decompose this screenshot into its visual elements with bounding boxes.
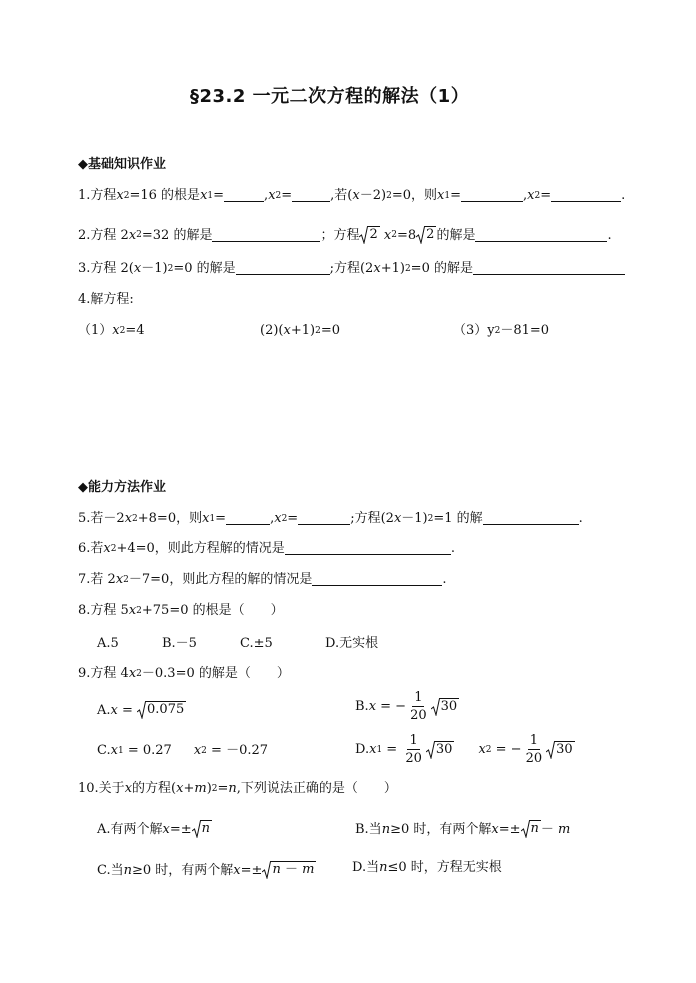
q8-option-b[interactable]: B.－5 [162, 636, 197, 651]
q9-option-a[interactable]: A. x = 0.075 [97, 702, 185, 718]
q10-option-a[interactable]: A.有两个解 x =± n [97, 821, 211, 837]
q10-option-d[interactable]: D.当 n ≤0 时，方程无实根 [352, 860, 502, 875]
answer-blank[interactable] [236, 262, 330, 275]
answer-blank[interactable] [212, 229, 320, 242]
section-heading-basic: ◆基础知识作业 [78, 157, 166, 172]
answer-blank[interactable] [285, 542, 451, 555]
answer-blank[interactable] [483, 512, 579, 525]
question-6: 6.若 x 2 +4=0，则此方程解的情况是 . [78, 541, 455, 556]
q10-option-b[interactable]: B.当 n ≥0 时，有两个解 x =± n － m [355, 821, 571, 837]
question-8-stem: 8.方程 5 x 2 +75=0 的根是（ ） [78, 603, 284, 618]
q8-option-c[interactable]: C.±5 [240, 636, 273, 651]
answer-blank[interactable] [475, 229, 607, 242]
q9-option-d[interactable]: D. x 1 = $\frac{1}{20}$ 30 x 2 = − $\frac{1}{20}$ 30 [355, 733, 573, 766]
question-7: 7.若 2 x 2 －7=0，则此方程的解的情况是 . [78, 572, 447, 587]
q10-option-c[interactable]: C.当 n ≥0 时，有两个解 x =± n － m [97, 862, 315, 878]
answer-blank[interactable] [461, 189, 523, 202]
q8-option-a[interactable]: A.5 [97, 636, 119, 651]
q8-option-d[interactable]: D.无实根 [325, 636, 379, 651]
answer-blank[interactable] [226, 512, 270, 525]
question-3: 3.方程 2( x －1) 2 =0 的解是 ;方程(2 x +1) 2 =0 的解是 [78, 262, 625, 275]
question-4-part-2: (2)( x +1) 2 =0 [260, 323, 340, 338]
question-4-stem: 4.解方程: [78, 292, 134, 307]
q9-option-c[interactable]: C. x 1 = 0.27 x 2 = －0.27 [97, 743, 269, 758]
question-4-part-1: （1） x 2 =4 [78, 323, 145, 338]
question-4-part-3: （3）y 2 －81=0 [453, 323, 550, 338]
question-9-stem: 9.方程 4 x 2 －0.3=0 的解是（ ） [78, 666, 290, 681]
answer-blank[interactable] [292, 189, 330, 202]
answer-blank[interactable] [298, 512, 350, 525]
answer-blank[interactable] [312, 573, 442, 586]
q9-option-b[interactable]: B. x = − $\frac{1}{20}$ 30 [355, 690, 458, 723]
sqrt-symbol: 2 [359, 226, 379, 244]
question-1: 1.方程 x 2 =16 的根是 x 1 = , x 2 = ,若( x －2) 2 =0，则 x 1 = , x 2 = . [78, 188, 626, 203]
section-heading-ability: ◆能力方法作业 [78, 480, 166, 495]
answer-blank[interactable] [224, 189, 264, 202]
answer-blank[interactable] [473, 262, 625, 275]
question-5: 5.若－2 x 2 +8=0，则 x 1 = , x 2 = ;方程(2 x －1) 2 =1 的解 . [78, 511, 583, 526]
question-10-stem: 10.关于 x 的方程( x + m ) 2 = n ,下列说法正确的是（ ） [78, 781, 397, 796]
sqrt-symbol: 2 [416, 226, 436, 244]
page-title: §23.2 一元二次方程的解法（1） [190, 86, 470, 107]
question-2: 2.方程 2 x 2 =32 的解是 ；方程 2 x 2 =8 2 的解是 . [78, 227, 612, 243]
answer-blank[interactable] [551, 189, 621, 202]
